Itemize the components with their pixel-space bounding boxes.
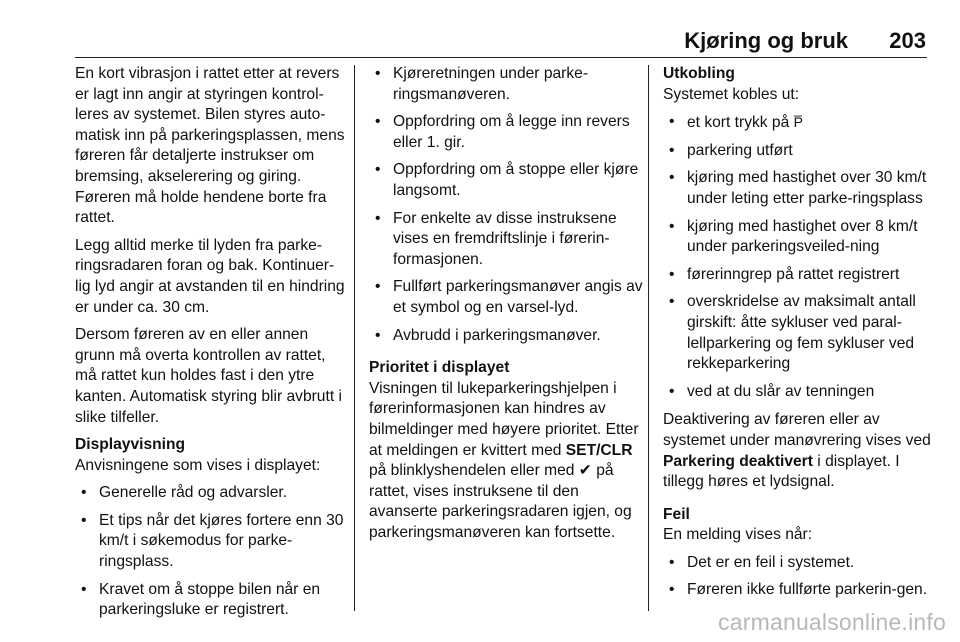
instruction-list [369,64,643,346]
paragraph-deactivation [663,410,933,492]
list-item: • overskridelse av maksimalt antall girskift: åtte sykluser ved paral-lellparkering og fem sykluser ved rekkeparkering [663,292,933,374]
list-item: • Fullført parkeringsmanøver angis av et symbol og en varsel-lyd. [369,277,643,318]
list-item: • kjøring med hastighet over 8 km/t under parkeringsveiled-ning [663,217,933,258]
priority-text-2: på blinklyshendelen eller med [369,462,575,480]
heading-priority: Prioritet i displayet [369,359,510,377]
heading-display: Displayvisning [75,436,186,454]
list-item: • Generelle råd og advarsler. [75,483,345,504]
list-item: • Oppfordring om å stoppe eller kjøre langsomt. [369,160,643,201]
page-number: 203 [889,28,926,53]
display-intro: Anvisningene som vises i displayet: [75,456,321,474]
fault-list [663,553,933,601]
list-item: • Avbrudd i parkeringsmanøver. [369,326,643,347]
list-item: • Kjøreretningen under parke-ringsmanøveren. [369,64,643,105]
priority-text-3: på rattet, vises instruksene til den avanserte parkeringsradaren igjen, og parkeringsmanøveren kan fortsette. [369,462,632,541]
page-header [0,0,960,62]
deactivation-text-2: i displayet. I tillegg høres et lydsignal. [663,452,900,491]
list-item [663,112,933,134]
header-divider [75,57,927,58]
paragraph-take-over: Dersom føreren av en eller annen grunn må overta kontrollen av rattet, må rattet kun holdes fast i den ytre kanten. Automatisk styring blir avbrutt i slike tilfeller. [75,326,342,426]
column-1 [75,64,345,629]
column-2 [369,64,643,550]
column-divider-2 [648,65,649,611]
set-clr-key: SET/CLR [565,441,633,459]
priority-text-1: Visningen til lukeparkeringshjelpen i førerinformasjonen kan hindres av bilmeldinger med høyere prioritet. Etter at meldingen er kvittert med [369,379,639,459]
switch-off-intro: Systemet kobles ut: [663,85,800,103]
list-item: • ved at du slår av tenningen [663,382,933,403]
column-divider-1 [354,65,355,611]
list-item: • førerinngrep på rattet registrert [663,265,933,286]
list-item: • kjøring med hastighet over 30 km/t under leting etter parke-ringsplass [663,168,933,209]
paragraph-radar-sound: Legg alltid merke til lyden fra parke-ringsradaren foran og bak. Kontinuer-lig lyd angir at avstanden til en hindring er under ca. 30 cm. [75,236,345,316]
list-item: • parkering utført [663,141,933,162]
list-item: • Kravet om å stoppe bilen når en parkeringsluke er registrert. [75,580,345,621]
deactivation-text-1: Deaktivering av føreren eller av systemet under manøvrering vises ved [663,411,931,449]
column-3 [663,64,933,609]
display-list [75,483,345,621]
paragraph-vibration: En kort vibrasjon i rattet etter at revers er lagt inn angir at styringen kontrol-leres av systemet. Bilen styres auto-matisk inn på parkeringsplassen, mens føreren får detaljerte instrukser om bremsing, akselerering og giring. Føreren må holde hendene borte fra rattet. [75,65,345,227]
parking-assist-icon: P̅ [793,114,803,131]
switch-off-list [663,112,933,402]
list-item: • Føreren ikke fullførte parkerin-gen. [663,580,933,601]
list-item: • Oppfordring om å legge inn revers eller 1. gir. [369,112,643,153]
list-item: • Et tips når det kjøres fortere enn 30 km/t i søkemodus for parke-ringsplass. [75,511,345,573]
list-item: • Det er en feil i systemet. [663,553,933,574]
paragraph-priority [369,379,643,544]
short-press-text: et kort trykk på [687,114,790,132]
heading-switch-off: Utkobling [663,65,735,82]
fault-intro: En melding vises når: [663,526,813,544]
checkmark-icon: ✔ [578,462,592,480]
heading-fault: Feil [663,505,690,523]
list-item: • For enkelte av disse instruksene vises en fremdriftslinje i førerin-formasjonen. [369,209,643,271]
parking-deactivated-message: Parkering deaktivert [663,452,813,470]
section-title: Kjøring og bruk [684,28,848,53]
watermark: carmanualsonline.info [718,609,946,635]
